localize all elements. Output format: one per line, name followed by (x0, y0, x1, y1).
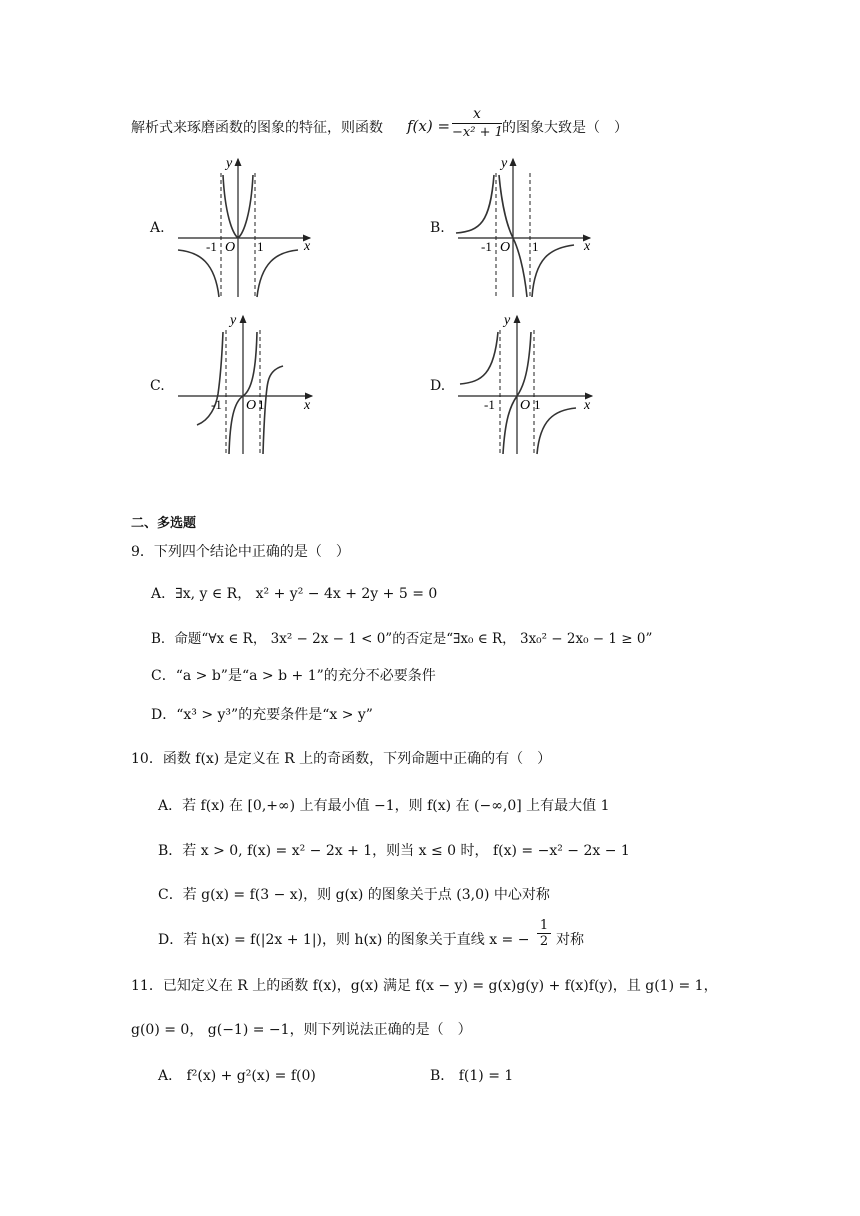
graph-d-origin: O (520, 398, 531, 413)
q10-option-a: A．若 f(x) 在 [0,+∞) 上有最小值 −1，则 f(x) 在 (−∞,0] 上有最大值 1 (158, 798, 610, 814)
q10-stem: 10．函数 f(x) 是定义在 R 上的奇函数，下列命题中正确的有（ ） (131, 751, 552, 767)
fraction-numerator: x (473, 106, 481, 122)
q10-option-b: B．若 x > 0, f(x) = x² − 2x + 1，则当 x ≤ 0 时， f(x) = −x² − 2x − 1 (158, 843, 630, 859)
intro-text-after: 的图象大致是（ ） (502, 120, 628, 136)
q11-stem-2: g(0) = 0， g(−1) = −1，则下列说法正确的是（ ） (131, 1022, 472, 1038)
intro-text-before: 解析式来琢磨函数的图象的特征，则函数 (131, 120, 383, 136)
graph-c-pos1: 1 (258, 397, 265, 412)
graph-b-y-label: y (501, 156, 508, 171)
graph-a-neg1: -1 (206, 239, 217, 254)
fraction-denominator: −x² + 1 (452, 125, 503, 140)
graph-a-pos1: 1 (257, 239, 264, 254)
graph-a (170, 153, 320, 300)
graph-c (170, 310, 320, 457)
graph-c-neg1: -1 (211, 397, 222, 412)
graph-d-pos1: 1 (534, 397, 541, 412)
option-c-letter: C. (150, 378, 165, 394)
q10-option-d-text: D．若 h(x) = f(|2x + 1|)，则 h(x) 的图象关于直线 x = − (158, 932, 530, 948)
graph-d-x-label: x (584, 398, 591, 413)
q9-stem: 9．下列四个结论中正确的是（ ） (131, 544, 350, 560)
graph-d-y-label: y (504, 313, 511, 328)
graph-b-x-label: x (584, 239, 591, 254)
q10-d-numerator: 1 (539, 918, 549, 933)
graph-d (450, 310, 600, 457)
q9-option-c: C．“a > b”是“a > b + 1”的充分不必要条件 (151, 668, 436, 684)
q11-option-a: A． f²(x) + g²(x) = f(0) (158, 1068, 316, 1084)
graph-a-y-label: y (226, 156, 233, 171)
graph-a-x-label: x (304, 239, 311, 254)
q10-d-denominator: 2 (539, 934, 549, 949)
fraction (452, 106, 502, 141)
option-a-letter: A. (150, 220, 165, 236)
q10-option-d (158, 929, 529, 949)
intro-line (131, 117, 383, 137)
graph-a-origin: O (225, 240, 236, 255)
q9-option-b: B．命题“∀x ∈ R， 3x² − 2x − 1 < 0”的否定是“∃x₀ ∈ R， 3x₀² − 2x₀ − 1 ≥ 0” (151, 631, 653, 647)
q10-d-fraction (537, 918, 551, 949)
q11-stem: 11．已知定义在 R 上的函数 f(x)，g(x) 满足 f(x − y) = g(x)g(y) + f(x)f(y)，且 g(1) = 1， (131, 978, 718, 994)
section-title: 二、多选题 (131, 516, 197, 531)
graph-b (450, 153, 600, 300)
graph-b-pos1: 1 (532, 239, 539, 254)
graph-c-y-label: y (230, 313, 237, 328)
q10-option-d-after: 对称 (556, 932, 584, 948)
graph-c-x-label: x (304, 398, 311, 413)
q9-option-d: D．“x³ > y³”的充要条件是“x > y” (151, 707, 373, 723)
option-d-letter: D. (430, 378, 446, 394)
formula-lhs: f(x) = (407, 117, 451, 135)
graph-d-neg1: -1 (484, 397, 495, 412)
fraction-bar (452, 123, 502, 124)
q10-option-c: C．若 g(x) = f(3 − x)，则 g(x) 的图象关于点 (3,0) 中心对称 (158, 887, 550, 903)
q11-option-b: B． f(1) = 1 (430, 1068, 514, 1084)
q9-option-a: A．∃x, y ∈ R， x² + y² − 4x + 2y + 5 = 0 (151, 586, 438, 602)
graph-b-neg1: -1 (481, 239, 492, 254)
graph-b-origin: O (500, 240, 511, 255)
graph-c-origin: O (246, 398, 257, 413)
option-b-letter: B. (430, 220, 445, 236)
